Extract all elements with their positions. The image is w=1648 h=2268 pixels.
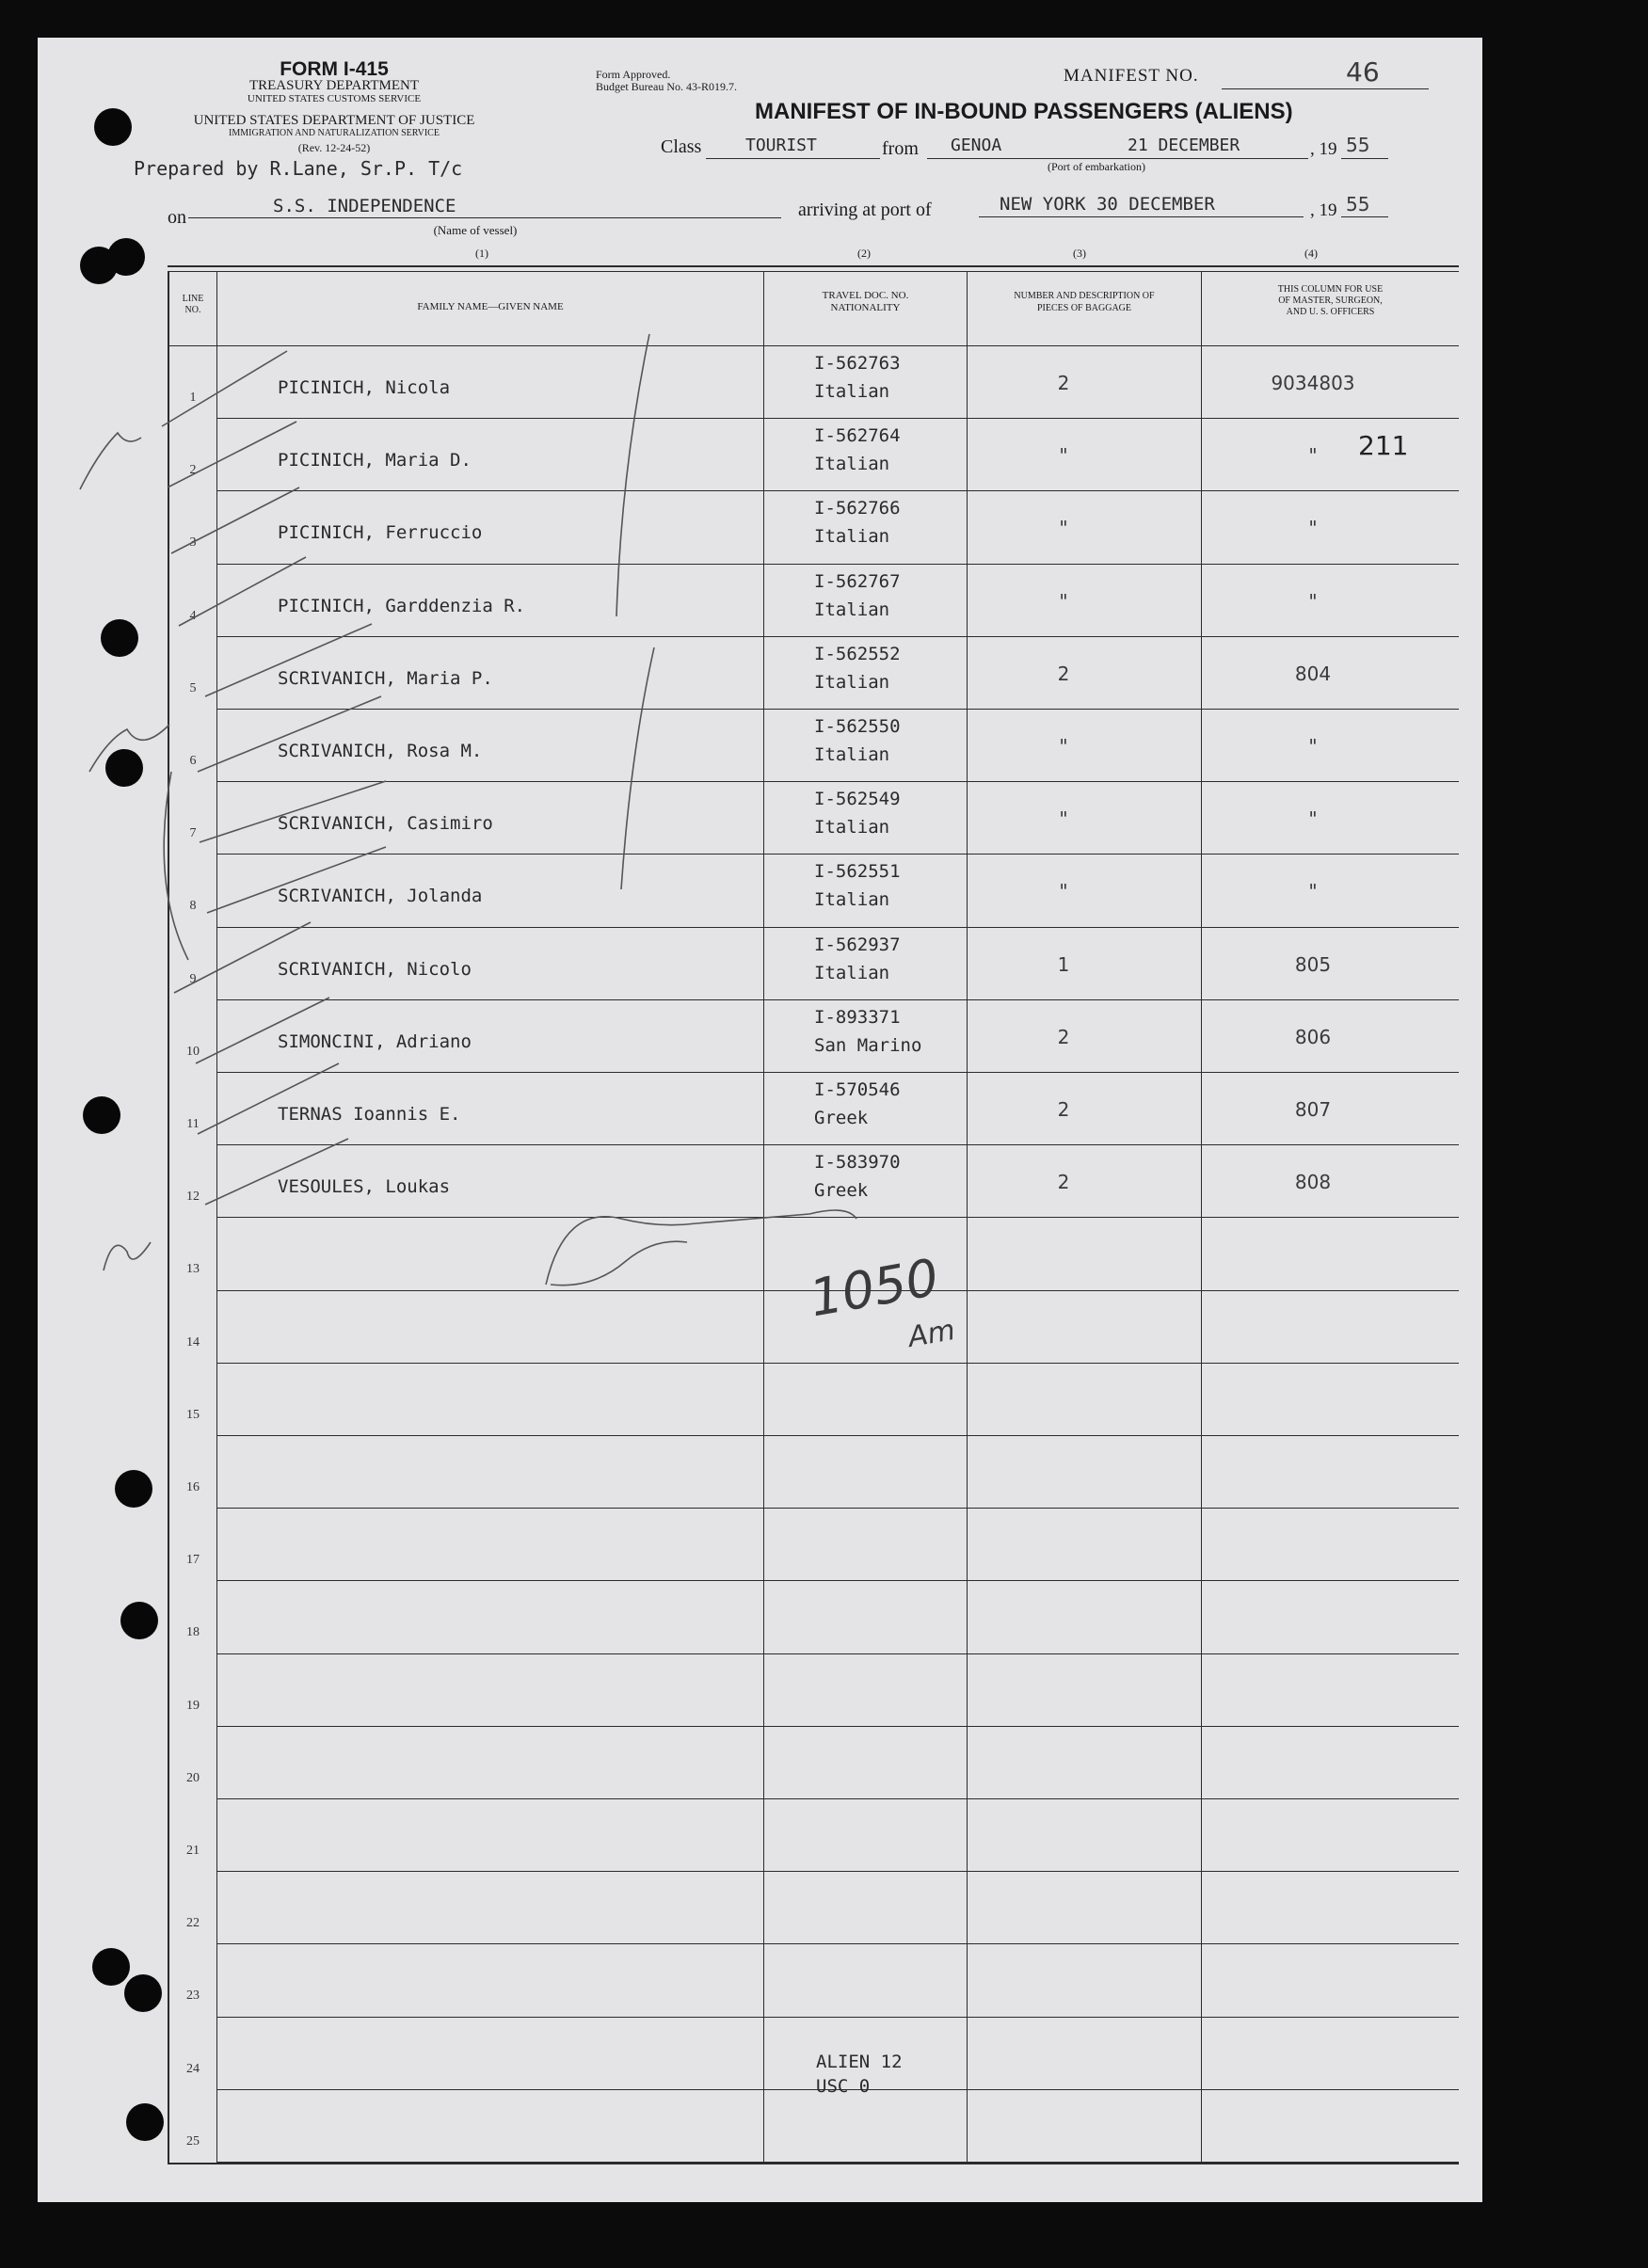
passenger-name: PICINICH, Maria D. [278, 450, 472, 471]
from-label: from [882, 138, 919, 159]
passenger-name: TERNAS Ioannis E. [278, 1104, 461, 1125]
col-num-2: (2) [857, 247, 871, 260]
line-number: 21 [186, 1844, 200, 1858]
col-num-3: (3) [1073, 247, 1086, 260]
port-of-embarkation: GENOA [951, 136, 1002, 155]
officer-number: 807 [1294, 1098, 1332, 1121]
passenger-name: PICINICH, Nicola [278, 377, 451, 398]
admission-time: 1050 [805, 1247, 943, 1329]
officer-number: " [1308, 517, 1318, 539]
line-number: 15 [186, 1408, 200, 1422]
manifest-page [38, 38, 1482, 2202]
usc-total: USC 0 [816, 2076, 871, 2097]
nationality: Italian [814, 454, 890, 474]
prepared-by: Prepared by R.Lane, Sr.P. T/c [134, 157, 463, 180]
officers-heading: THIS COLUMN FOR USE OF MASTER, SURGEON, AND U. S. OFFICERS [1277, 284, 1384, 317]
line-number: 9 [189, 972, 197, 986]
passenger-name: SCRIVANICH, Maria P. [278, 668, 493, 689]
travel-doc-no: I-562551 [814, 861, 901, 882]
vessel-name: S.S. INDEPENDENCE [273, 196, 456, 216]
line-number: 3 [189, 535, 197, 550]
manifest-no-label: MANIFEST NO. [1064, 66, 1199, 86]
line-number: 16 [186, 1480, 200, 1494]
travel-doc-no: I-562767 [814, 571, 901, 592]
admission-am: Am [905, 1313, 958, 1355]
baggage-heading: NUMBER AND DESCRIPTION OF PIECES OF BAGGAGE [1014, 291, 1155, 313]
class-label: Class [661, 136, 702, 157]
line-number: 12 [186, 1190, 200, 1204]
treasury-department: TREASURY DEPARTMENT [248, 78, 420, 93]
nationality: Italian [814, 963, 890, 983]
nationality: Greek [814, 1108, 869, 1128]
nationality: Italian [814, 672, 890, 693]
name-heading: FAMILY NAME—GIVEN NAME [417, 301, 564, 312]
line-number: 19 [186, 1699, 200, 1713]
baggage-count: " [1059, 444, 1068, 467]
port-caption: (Port of embarkation) [1048, 160, 1145, 173]
arriving-label: arriving at port of [798, 200, 932, 220]
officer-number: 808 [1294, 1171, 1332, 1193]
baggage-count: 2 [1057, 1171, 1070, 1193]
passenger-name: PICINICH, Garddenzia R. [278, 596, 526, 616]
nationality: Italian [814, 526, 890, 547]
line-no-heading: LINE NO. [182, 294, 204, 315]
baggage-count: 1 [1057, 953, 1070, 976]
nationality: Italian [814, 889, 890, 910]
passenger-name: SCRIVANICH, Casimiro [278, 813, 493, 834]
travel-doc-no: I-562763 [814, 353, 901, 374]
line-number: 8 [189, 899, 197, 913]
vessel-caption: (Name of vessel) [433, 223, 518, 237]
nationality: Italian [814, 599, 890, 620]
year-prefix: , 19 [1310, 139, 1337, 159]
year-arrival: 55 [1346, 193, 1370, 216]
line-number: 2 [189, 463, 197, 477]
passenger-name: PICINICH, Ferruccio [278, 522, 483, 543]
officer-number: 805 [1294, 953, 1332, 976]
nationality: Italian [814, 817, 890, 838]
budget-bureau: Budget Bureau No. 43-R019.7. [596, 80, 737, 93]
travel-doc-no: I-562550 [814, 716, 901, 737]
travel-doc-no: I-562552 [814, 644, 901, 664]
line-number: 17 [186, 1553, 200, 1567]
officer-number: " [1308, 807, 1318, 830]
form-approved: Form Approved. [596, 68, 671, 81]
travel-doc-no: I-893371 [814, 1007, 901, 1028]
col-num-1: (1) [475, 247, 488, 260]
alien-total: ALIEN 12 [816, 2052, 903, 2072]
baggage-count: " [1059, 517, 1068, 539]
line-number: 5 [189, 681, 197, 695]
on-label: on [168, 207, 186, 228]
line-number: 22 [186, 1916, 200, 1930]
officer-number: " [1308, 880, 1318, 902]
officer-note-211: 211 [1358, 430, 1409, 461]
doc-heading: TRAVEL DOC. NO. NATIONALITY [822, 290, 909, 313]
col-num-4: (4) [1304, 247, 1318, 260]
baggage-count: " [1059, 807, 1068, 830]
baggage-count: 2 [1057, 372, 1070, 394]
nationality: Italian [814, 744, 890, 765]
line-number: 14 [186, 1335, 200, 1350]
line-number: 4 [189, 609, 197, 623]
line-number: 10 [186, 1045, 200, 1059]
passenger-name: SIMONCINI, Adriano [278, 1031, 472, 1052]
line-number: 20 [186, 1771, 200, 1785]
manifest-no-value: 46 [1346, 56, 1380, 88]
travel-doc-no: I-562937 [814, 934, 901, 955]
nationality: Greek [814, 1180, 869, 1201]
officer-number: 9034803 [1271, 372, 1355, 394]
ins-service: IMMIGRATION AND NATURALIZATION SERVICE [229, 128, 440, 138]
nationality: Italian [814, 381, 890, 402]
line-number: 18 [186, 1625, 200, 1639]
line-number: 23 [186, 1988, 200, 2003]
baggage-count: " [1059, 590, 1068, 613]
line-number: 6 [189, 754, 197, 768]
passenger-name: VESOULES, Loukas [278, 1176, 451, 1197]
class-value: TOURIST [745, 136, 817, 155]
embarkation-date: 21 DECEMBER [1128, 136, 1240, 155]
travel-doc-no: I-570546 [814, 1079, 901, 1100]
revision-date: (Rev. 12-24-52) [297, 141, 371, 154]
baggage-count: " [1059, 735, 1068, 758]
travel-doc-no: I-583970 [814, 1152, 901, 1173]
baggage-count: 2 [1057, 663, 1070, 685]
officer-number: 806 [1294, 1026, 1332, 1048]
passenger-name: SCRIVANICH, Rosa M. [278, 741, 483, 761]
line-number: 7 [189, 826, 197, 840]
line-number: 24 [186, 2062, 200, 2076]
year-embarkation: 55 [1346, 134, 1370, 156]
form-number: FORM I-415 [280, 58, 389, 80]
line-number: 13 [186, 1262, 200, 1276]
pencil-marks [38, 38, 1482, 2202]
passenger-name: SCRIVANICH, Jolanda [278, 886, 483, 906]
officer-number: " [1308, 590, 1318, 613]
travel-doc-no: I-562549 [814, 789, 901, 809]
baggage-count: 2 [1057, 1026, 1070, 1048]
officer-number: 804 [1294, 663, 1332, 685]
travel-doc-no: I-562766 [814, 498, 901, 519]
travel-doc-no: I-562764 [814, 425, 901, 446]
year-prefix-2: , 19 [1310, 200, 1337, 220]
customs-service: UNITED STATES CUSTOMS SERVICE [247, 93, 422, 104]
line-number: 1 [189, 391, 197, 405]
officer-number: " [1308, 735, 1318, 758]
nationality: San Marino [814, 1035, 922, 1056]
manifest-title: MANIFEST OF IN-BOUND PASSENGERS (ALIENS) [755, 99, 1293, 124]
line-number: 25 [186, 2134, 200, 2148]
arrival-port-date: NEW YORK 30 DECEMBER [1000, 194, 1215, 215]
line-number: 11 [186, 1117, 200, 1131]
department-of-justice: UNITED STATES DEPARTMENT OF JUSTICE [193, 113, 475, 128]
baggage-count: " [1059, 880, 1068, 902]
passenger-name: SCRIVANICH, Nicolo [278, 959, 472, 980]
officer-number: " [1308, 444, 1318, 467]
baggage-count: 2 [1057, 1098, 1070, 1121]
